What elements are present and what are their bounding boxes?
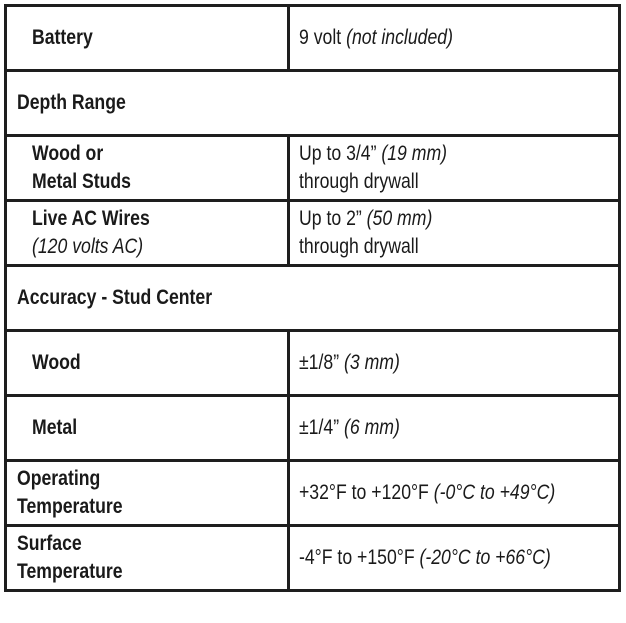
spec-label: Battery	[6, 6, 289, 71]
spec-value: +32°F to +120°F (-0°C to +49°C)	[289, 461, 620, 526]
spec-value: ±1/4” (6 mm)	[289, 396, 620, 461]
section-heading: Depth Range	[6, 71, 620, 136]
table-row-live-ac-wires	[6, 201, 620, 266]
table-row-wood-metal-studs	[6, 136, 620, 201]
table-row-metal	[6, 396, 620, 461]
table-row-battery	[6, 6, 620, 71]
spec-label: Operating Temperature	[6, 461, 289, 526]
spec-value: Up to 2” (50 mm) through drywall	[289, 201, 620, 266]
spec-label: Surface Temperature	[6, 526, 289, 591]
spec-value: 9 volt (not included)	[289, 6, 620, 71]
spec-label: Live AC Wires (120 volts AC)	[6, 201, 289, 266]
spec-value: -4°F to +150°F (-20°C to +66°C)	[289, 526, 620, 591]
spec-label: Wood or Metal Studs	[6, 136, 289, 201]
table-row-surface-temperature	[6, 526, 620, 591]
section-heading: Accuracy - Stud Center	[6, 266, 620, 331]
spec-value: ±1/8” (3 mm)	[289, 331, 620, 396]
spec-label: Metal	[6, 396, 289, 461]
specifications-table	[4, 4, 621, 592]
table-row-wood	[6, 331, 620, 396]
section-row-accuracy	[6, 266, 620, 331]
spec-value: Up to 3/4” (19 mm) through drywall	[289, 136, 620, 201]
table-row-operating-temperature	[6, 461, 620, 526]
section-row-depth-range	[6, 71, 620, 136]
spec-label: Wood	[6, 331, 289, 396]
